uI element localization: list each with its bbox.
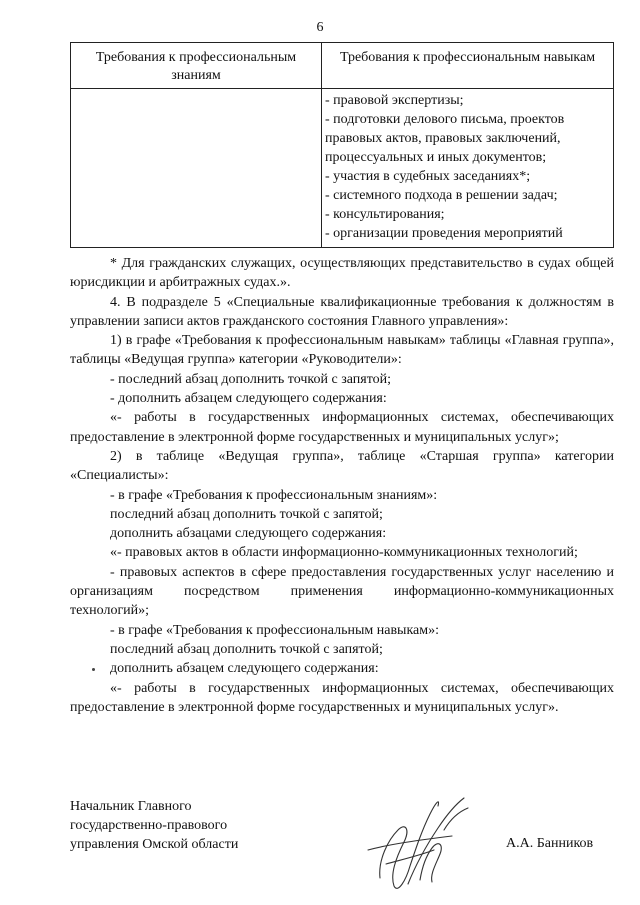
paragraph: - последний абзац дополнить точкой с запятой; (110, 371, 392, 387)
paragraph: - в графе «Требования к профессиональным навыкам»: (110, 622, 440, 638)
knowledge-cell-empty (71, 89, 322, 248)
paragraph: последний абзац дополнить точкой с запятой; (110, 641, 383, 657)
skills-line: - участия в судебных заседаниях*; (325, 169, 531, 184)
paragraph: «- правовых актов в области информационно-коммуникационных технологий; (110, 545, 578, 561)
header-skills: Требования к профессиональным навыкам (322, 43, 614, 89)
paragraph: «- работы в государственных информационных системах, обеспечивающих предоставление в электронной форме государственных и муниципальных услуг». (70, 680, 614, 715)
paragraph: дополнить абзацами следующего содержания: (110, 526, 387, 542)
document-body (70, 254, 614, 717)
paragraph: дополнить абзацем следующего содержания: (110, 661, 379, 677)
paragraph: 2) в таблице «Ведущая группа», таблице «Старшая группа» категории «Специалисты»: (70, 448, 614, 484)
paragraph: - в графе «Требования к профессиональным знаниям»: (110, 487, 438, 503)
skills-line: - системного подхода в решении задач; (325, 188, 558, 203)
table-header-row (71, 43, 614, 89)
paragraph: 1) в графе «Требования к профессиональным навыкам» таблицы «Главная группа», таблицы «Ведущая группа» категории «Руководители»: (70, 333, 614, 368)
paragraph: 4. В подразделе 5 «Специальные квалификационные требования к должностям в управлении записи актов гражданского состояния Главного управления»: (70, 294, 614, 329)
signatory-title-line: Начальник Главного (70, 799, 192, 814)
skills-line: - подготовки делового письма, проектов (325, 112, 565, 127)
skills-line: - организации проведения мероприятий (325, 226, 563, 241)
skills-line: - правовой экспертизы; (325, 93, 464, 108)
page-number: 6 (316, 20, 324, 35)
handwritten-signature (360, 790, 480, 895)
footnote: * Для гражданских служащих, осуществляющих представительство в судах общей юрисдикции и арбитражных судах.». (70, 256, 614, 291)
paragraph: - дополнить абзацем следующего содержания: (110, 391, 387, 407)
table-row (71, 89, 614, 248)
skills-line: правовых актов, правовых заключений, (325, 131, 561, 146)
paragraph: «- работы в государственных информационных системах, обеспечивающих предоставление в электронной форме государственных и муниципальных услуг»; (70, 410, 614, 445)
signatory-title-line: государственно-правового (70, 818, 228, 833)
scan-speck (92, 668, 95, 671)
signatory-title-line: управления Омской области (70, 837, 239, 852)
signatory-name: А.А. Банников (506, 836, 594, 851)
header-knowledge: Требования к профессиональным знаниям (71, 43, 322, 89)
requirements-table (70, 42, 614, 248)
skills-line: процессуальных и иных документов; (325, 150, 547, 165)
paragraph: последний абзац дополнить точкой с запятой; (110, 506, 383, 522)
signatory-title (70, 797, 330, 854)
paragraph: - правовых аспектов в сфере предоставления государственных услуг населению и организациям посредством применения информационно-коммуникационных технологий»; (70, 564, 614, 619)
skills-line: - консультирования; (325, 207, 445, 222)
skills-cell (322, 89, 614, 248)
